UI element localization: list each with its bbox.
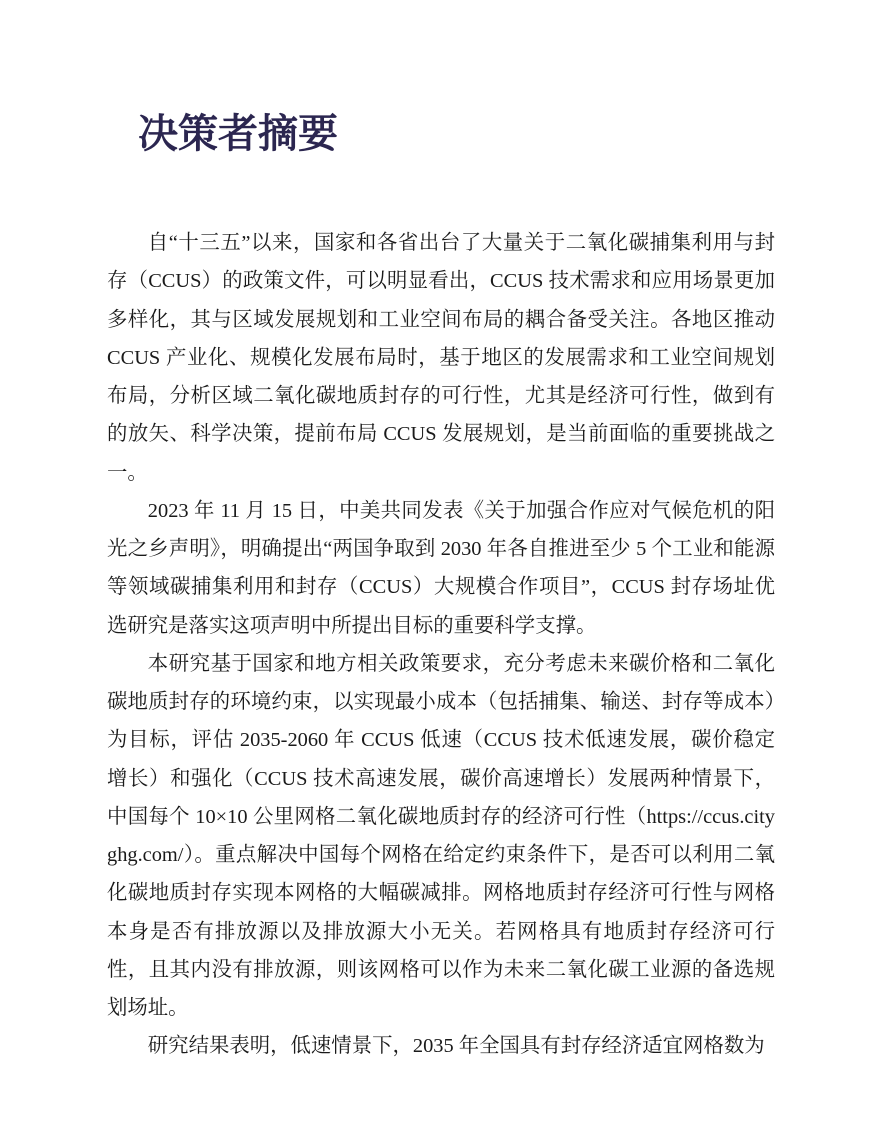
paragraph-study-method: 本研究基于国家和地方相关政策要求，充分考虑未来碳价格和二氧化碳地质封存的环境约束，以实现最小成本（包括捕集、输送、封存等成本）为目标，评估 2035-2060 年 CCUS 低速（CCUS 技术低速发展，碳价稳定增长）和强化（CCUS 技术高速发展，碳价高速增长）发展两种情景下，中国每个 10×10 公里网格二氧化碳地质封存的经济可行性（https://ccus.cityghg.com/）。重点解决中国每个网格在给定约束条件下，是否可以利用二氧化碳地质封存实现本网格的大幅碳减排。网格地质封存经济可行性与网格本身是否有排放源以及排放源大小无关。若网格具有地质封存经济可行性，且其内没有排放源，则该网格可以作为未来二氧化碳工业源的备选规划场址。 (107, 652, 775, 1019)
paragraph-sunnylands-statement: 2023 年 11 月 15 日，中美共同发表《关于加强合作应对气候危机的阳光之乡声明》，明确提出“两国争取到 2030 年各自推进至少 5 个工业和能源等领域碳捕集利用和封存（CCUS）大规模合作项目”，CCUS 封存场址优选研究是落实这项声明中所提出目标的重要科学支撑。 (107, 499, 775, 637)
paragraph-policy-background: 自“十三五”以来，国家和各省出台了大量关于二氧化碳捕集利用与封存（CCUS）的政策文件，可以明显看出，CCUS 技术需求和应用场景更加多样化，其与区域发展规划和工业空间布局的耦合备受关注。各地区推动 CCUS 产业化、规模化发展布局时，基于地区的发展需求和工业空间规划布局，分析区域二氧化碳地质封存的可行性，尤其是经济可行性，做到有的放矢、科学决策，提前布局 CCUS 发展规划，是当前面临的重要挑战之一。 (107, 232, 775, 484)
page-title: 决策者摘要 (138, 110, 338, 157)
summary-body (107, 224, 775, 1066)
paragraph-results: 研究结果表明，低速情景下，2035 年全国具有封存经济适宜网格数为 (147, 1035, 765, 1058)
